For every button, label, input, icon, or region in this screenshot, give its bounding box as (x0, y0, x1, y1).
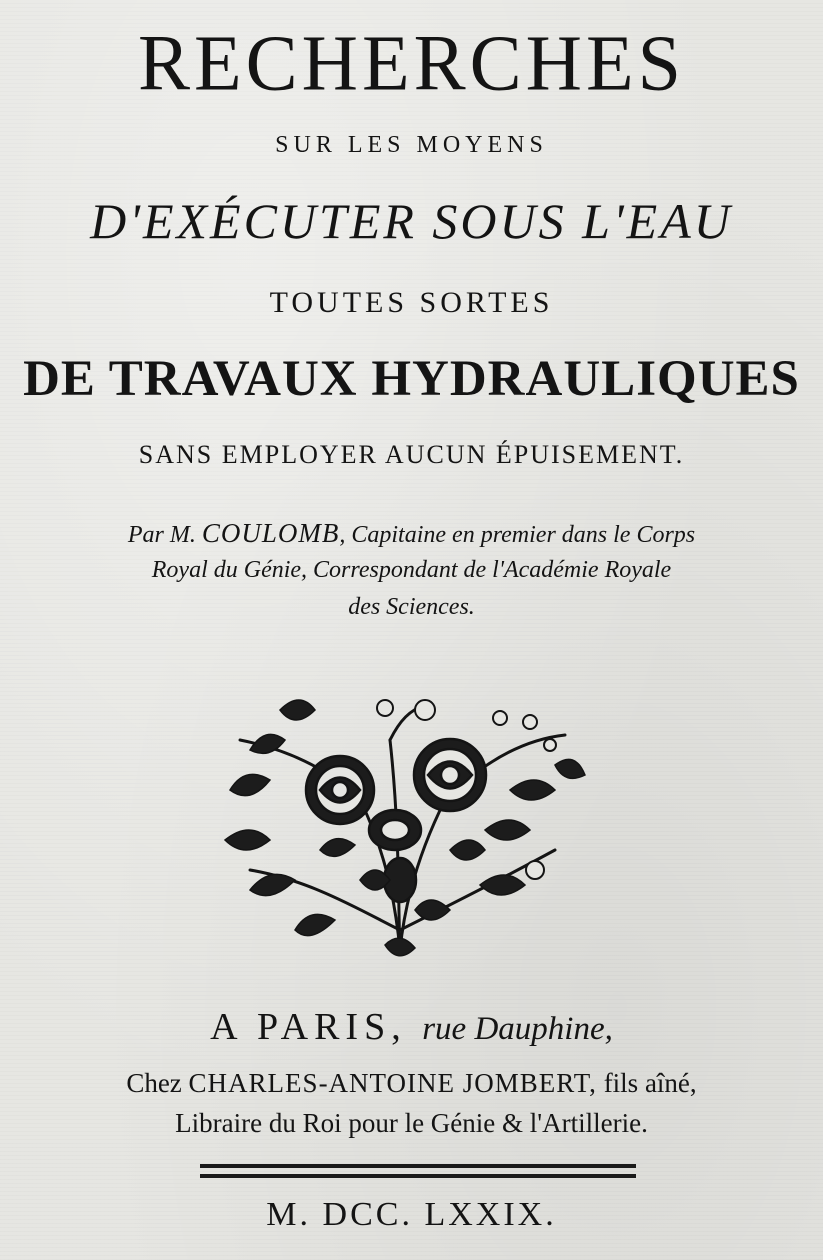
author-line-3: des Sciences. (348, 594, 475, 620)
author-prefix: Par M. (127, 522, 196, 548)
imprint-city: A PARIS, (210, 1006, 407, 1048)
author-line-2: Royal du Génie, Correspondant de l'Académie Royale (151, 557, 672, 583)
subtitle-line-1: SUR LES MOYENS (275, 132, 548, 158)
subtitle-line-4: DE TRAVAUX HYDRAULIQUES (23, 351, 800, 407)
book-title: RECHERCHES (137, 18, 686, 107)
imprint-city-line (0, 1005, 823, 1049)
publisher-prefix: Chez (126, 1068, 182, 1098)
floral-bouquet-icon (210, 680, 590, 980)
imprint-publisher-line (0, 1068, 823, 1099)
publisher-suffix: fils aîné, (603, 1068, 697, 1098)
author-name: COULOMB (201, 518, 340, 548)
subtitle-line-5: SANS EMPLOYER AUCUN ÉPUISEMENT. (138, 440, 685, 469)
subtitle-line-3: TOUTES SORTES (269, 286, 554, 319)
author-title: , Capitaine en premier dans le Corps (339, 522, 696, 548)
imprint-street: rue Dauphine, (422, 1011, 613, 1047)
double-rule-top (200, 1164, 636, 1168)
subtitle-line-2: D'EXÉCUTER SOUS L'EAU (90, 193, 733, 249)
double-rule-bottom (200, 1174, 636, 1178)
left-rose (306, 756, 374, 824)
publisher-role: Libraire du Roi pour le Génie & l'Artillerie. (175, 1108, 648, 1138)
right-rose (414, 739, 486, 811)
publication-date: M. DCC. LXXIX. (266, 1196, 557, 1233)
author-line-1 (30, 515, 793, 554)
publisher-name: CHARLES-ANTOINE JOMBERT, (188, 1068, 597, 1098)
